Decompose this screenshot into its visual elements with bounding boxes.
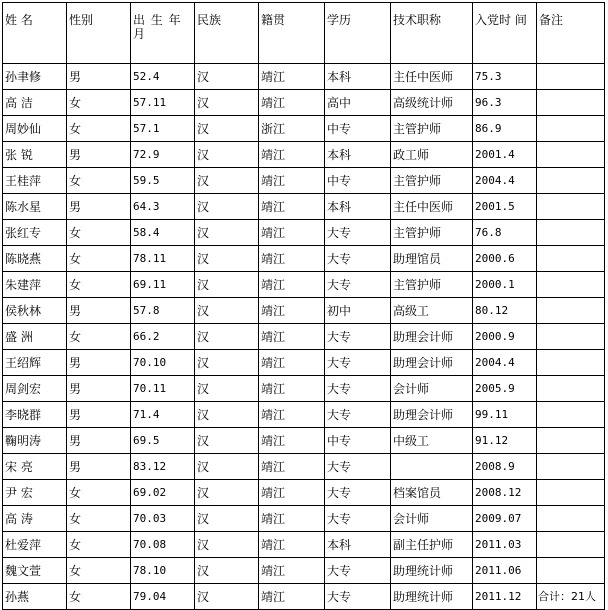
cell-gender: 男 [67, 64, 131, 90]
cell-name: 周剑宏 [3, 376, 67, 402]
cell-party-join-date: 2011.06 [473, 558, 537, 584]
cell-technical-title [391, 454, 473, 480]
cell-ethnicity: 汉 [195, 506, 259, 532]
cell-native-place: 靖江 [259, 324, 325, 350]
cell-ethnicity: 汉 [195, 532, 259, 558]
cell-ethnicity: 汉 [195, 220, 259, 246]
cell-education: 本科 [325, 194, 391, 220]
table-row [3, 376, 605, 402]
cell-name: 陈水星 [3, 194, 67, 220]
cell-native-place: 靖江 [259, 506, 325, 532]
header-technical-title: 技术职称 [391, 3, 473, 64]
cell-ethnicity: 汉 [195, 350, 259, 376]
cell-name: 高 涛 [3, 506, 67, 532]
table-row [3, 428, 605, 454]
cell-birth-date: 64.3 [131, 194, 195, 220]
cell-education: 大专 [325, 220, 391, 246]
cell-gender: 男 [67, 402, 131, 428]
cell-party-join-date: 2011.03 [473, 532, 537, 558]
cell-birth-date: 83.12 [131, 454, 195, 480]
cell-native-place: 靖江 [259, 428, 325, 454]
cell-remarks [537, 272, 605, 298]
cell-gender: 男 [67, 350, 131, 376]
table-row [3, 142, 605, 168]
cell-gender: 女 [67, 558, 131, 584]
cell-native-place: 靖江 [259, 90, 325, 116]
cell-gender: 女 [67, 116, 131, 142]
cell-name: 侯秋林 [3, 298, 67, 324]
cell-education: 大专 [325, 584, 391, 610]
cell-native-place: 靖江 [259, 194, 325, 220]
table-row [3, 480, 605, 506]
cell-gender: 女 [67, 532, 131, 558]
cell-remarks [537, 90, 605, 116]
cell-party-join-date: 2000.6 [473, 246, 537, 272]
cell-party-join-date: 2005.9 [473, 376, 537, 402]
table-row [3, 90, 605, 116]
cell-birth-date: 72.9 [131, 142, 195, 168]
table-row [3, 194, 605, 220]
cell-education: 大专 [325, 480, 391, 506]
cell-education: 大专 [325, 376, 391, 402]
cell-birth-date: 70.10 [131, 350, 195, 376]
cell-education: 大专 [325, 246, 391, 272]
cell-gender: 女 [67, 90, 131, 116]
cell-gender: 女 [67, 272, 131, 298]
table-row [3, 272, 605, 298]
cell-gender: 女 [67, 584, 131, 610]
table-row [3, 298, 605, 324]
cell-ethnicity: 汉 [195, 428, 259, 454]
cell-technical-title: 高级工 [391, 298, 473, 324]
cell-technical-title: 主任中医师 [391, 194, 473, 220]
cell-party-join-date: 2008.12 [473, 480, 537, 506]
cell-birth-date: 58.4 [131, 220, 195, 246]
cell-native-place: 靖江 [259, 350, 325, 376]
cell-technical-title: 中级工 [391, 428, 473, 454]
cell-education: 大专 [325, 558, 391, 584]
cell-technical-title: 助理会计师 [391, 324, 473, 350]
cell-ethnicity: 汉 [195, 116, 259, 142]
cell-education: 中专 [325, 168, 391, 194]
cell-party-join-date: 2000.9 [473, 324, 537, 350]
cell-gender: 女 [67, 220, 131, 246]
cell-technical-title: 会计师 [391, 376, 473, 402]
cell-birth-date: 79.04 [131, 584, 195, 610]
cell-party-join-date: 80.12 [473, 298, 537, 324]
cell-technical-title: 助理馆员 [391, 246, 473, 272]
cell-remarks [537, 298, 605, 324]
cell-remarks [537, 402, 605, 428]
cell-native-place: 浙江 [259, 116, 325, 142]
cell-education: 高中 [325, 90, 391, 116]
cell-remarks [537, 168, 605, 194]
cell-technical-title: 助理统计师 [391, 558, 473, 584]
cell-birth-date: 57.8 [131, 298, 195, 324]
cell-name: 张红专 [3, 220, 67, 246]
cell-gender: 男 [67, 454, 131, 480]
cell-gender: 男 [67, 194, 131, 220]
cell-native-place: 靖江 [259, 584, 325, 610]
cell-party-join-date: 2000.1 [473, 272, 537, 298]
cell-name: 盛 洲 [3, 324, 67, 350]
cell-name: 王绍辉 [3, 350, 67, 376]
cell-ethnicity: 汉 [195, 584, 259, 610]
cell-remarks [537, 506, 605, 532]
cell-native-place: 靖江 [259, 220, 325, 246]
cell-technical-title: 副主任护师 [391, 532, 473, 558]
cell-remarks [537, 350, 605, 376]
cell-party-join-date: 91.12 [473, 428, 537, 454]
cell-name: 宋 亮 [3, 454, 67, 480]
cell-native-place: 靖江 [259, 64, 325, 90]
cell-gender: 女 [67, 168, 131, 194]
cell-ethnicity: 汉 [195, 272, 259, 298]
table-row [3, 64, 605, 90]
header-party-join-date: 入党时 间 [473, 3, 537, 64]
cell-remarks [537, 532, 605, 558]
cell-party-join-date: 99.11 [473, 402, 537, 428]
cell-technical-title: 主管护师 [391, 116, 473, 142]
cell-gender: 女 [67, 246, 131, 272]
cell-name: 杜爱萍 [3, 532, 67, 558]
cell-native-place: 靖江 [259, 402, 325, 428]
cell-technical-title: 助理统计师 [391, 584, 473, 610]
cell-technical-title: 高级统计师 [391, 90, 473, 116]
cell-birth-date: 78.11 [131, 246, 195, 272]
cell-education: 大专 [325, 454, 391, 480]
table-row [3, 350, 605, 376]
cell-remarks [537, 116, 605, 142]
cell-technical-title: 主任中医师 [391, 64, 473, 90]
cell-gender: 男 [67, 428, 131, 454]
cell-name: 尹 宏 [3, 480, 67, 506]
table-row [3, 454, 605, 480]
cell-native-place: 靖江 [259, 480, 325, 506]
cell-birth-date: 70.03 [131, 506, 195, 532]
cell-ethnicity: 汉 [195, 324, 259, 350]
cell-party-join-date: 2001.4 [473, 142, 537, 168]
cell-ethnicity: 汉 [195, 142, 259, 168]
table-row [3, 558, 605, 584]
cell-ethnicity: 汉 [195, 90, 259, 116]
cell-education: 本科 [325, 532, 391, 558]
cell-ethnicity: 汉 [195, 194, 259, 220]
cell-education: 大专 [325, 324, 391, 350]
cell-ethnicity: 汉 [195, 480, 259, 506]
cell-technical-title: 会计师 [391, 506, 473, 532]
cell-education: 初中 [325, 298, 391, 324]
header-birth-date: 出 生 年 月 [131, 3, 195, 64]
table-row [3, 324, 605, 350]
cell-native-place: 靖江 [259, 532, 325, 558]
cell-party-join-date: 2004.4 [473, 350, 537, 376]
cell-name: 高 洁 [3, 90, 67, 116]
cell-technical-title: 主管护师 [391, 220, 473, 246]
cell-native-place: 靖江 [259, 454, 325, 480]
cell-name: 陈晓燕 [3, 246, 67, 272]
cell-ethnicity: 汉 [195, 246, 259, 272]
cell-native-place: 靖江 [259, 272, 325, 298]
cell-remarks [537, 454, 605, 480]
cell-birth-date: 71.4 [131, 402, 195, 428]
header-education: 学历 [325, 3, 391, 64]
cell-gender: 女 [67, 324, 131, 350]
cell-native-place: 靖江 [259, 168, 325, 194]
cell-birth-date: 69.02 [131, 480, 195, 506]
cell-party-join-date: 2008.9 [473, 454, 537, 480]
header-row [3, 3, 605, 64]
cell-party-join-date: 2004.4 [473, 168, 537, 194]
cell-remarks [537, 376, 605, 402]
cell-name: 魏文萱 [3, 558, 67, 584]
cell-remarks [537, 64, 605, 90]
cell-ethnicity: 汉 [195, 168, 259, 194]
cell-remarks [537, 246, 605, 272]
cell-remarks: 合计：21人 [537, 584, 605, 610]
cell-remarks [537, 324, 605, 350]
cell-ethnicity: 汉 [195, 454, 259, 480]
cell-birth-date: 69.11 [131, 272, 195, 298]
cell-native-place: 靖江 [259, 558, 325, 584]
cell-gender: 男 [67, 376, 131, 402]
header-remarks: 备注 [537, 3, 605, 64]
header-native-place: 籍贯 [259, 3, 325, 64]
cell-remarks [537, 194, 605, 220]
cell-education: 大专 [325, 350, 391, 376]
cell-technical-title: 政工师 [391, 142, 473, 168]
cell-remarks [537, 558, 605, 584]
cell-birth-date: 69.5 [131, 428, 195, 454]
cell-party-join-date: 75.3 [473, 64, 537, 90]
cell-gender: 女 [67, 480, 131, 506]
cell-name: 孙聿修 [3, 64, 67, 90]
cell-gender: 男 [67, 142, 131, 168]
cell-native-place: 靖江 [259, 246, 325, 272]
cell-education: 大专 [325, 402, 391, 428]
cell-birth-date: 70.08 [131, 532, 195, 558]
cell-education: 本科 [325, 64, 391, 90]
header-gender: 性别 [67, 3, 131, 64]
cell-party-join-date: 76.8 [473, 220, 537, 246]
cell-name: 孙燕 [3, 584, 67, 610]
table-row [3, 402, 605, 428]
cell-native-place: 靖江 [259, 298, 325, 324]
table-row [3, 532, 605, 558]
cell-birth-date: 78.10 [131, 558, 195, 584]
cell-ethnicity: 汉 [195, 558, 259, 584]
header-name: 姓 名 [3, 3, 67, 64]
cell-name: 周妙仙 [3, 116, 67, 142]
cell-birth-date: 59.5 [131, 168, 195, 194]
table-row [3, 116, 605, 142]
cell-technical-title: 助理会计师 [391, 402, 473, 428]
cell-party-join-date: 2011.12 [473, 584, 537, 610]
cell-name: 朱建萍 [3, 272, 67, 298]
cell-technical-title: 档案馆员 [391, 480, 473, 506]
cell-name: 李晓群 [3, 402, 67, 428]
roster-body [3, 3, 605, 610]
table-row [3, 220, 605, 246]
cell-party-join-date: 86.9 [473, 116, 537, 142]
cell-party-join-date: 2009.07 [473, 506, 537, 532]
cell-technical-title: 主管护师 [391, 272, 473, 298]
party-member-roster-table [2, 2, 605, 610]
table-row [3, 168, 605, 194]
cell-remarks [537, 220, 605, 246]
cell-gender: 女 [67, 506, 131, 532]
cell-remarks [537, 480, 605, 506]
cell-education: 中专 [325, 428, 391, 454]
cell-party-join-date: 96.3 [473, 90, 537, 116]
cell-birth-date: 66.2 [131, 324, 195, 350]
cell-ethnicity: 汉 [195, 376, 259, 402]
cell-birth-date: 57.1 [131, 116, 195, 142]
cell-native-place: 靖江 [259, 376, 325, 402]
cell-remarks [537, 428, 605, 454]
cell-name: 鞠明涛 [3, 428, 67, 454]
table-row [3, 506, 605, 532]
cell-birth-date: 57.11 [131, 90, 195, 116]
cell-technical-title: 主管护师 [391, 168, 473, 194]
cell-technical-title: 助理会计师 [391, 350, 473, 376]
cell-education: 本科 [325, 142, 391, 168]
cell-education: 中专 [325, 116, 391, 142]
cell-education: 大专 [325, 272, 391, 298]
cell-name: 张 锐 [3, 142, 67, 168]
cell-ethnicity: 汉 [195, 402, 259, 428]
cell-education: 大专 [325, 506, 391, 532]
cell-ethnicity: 汉 [195, 298, 259, 324]
cell-name: 王桂萍 [3, 168, 67, 194]
cell-birth-date: 70.11 [131, 376, 195, 402]
cell-native-place: 靖江 [259, 142, 325, 168]
cell-ethnicity: 汉 [195, 64, 259, 90]
cell-party-join-date: 2001.5 [473, 194, 537, 220]
cell-gender: 男 [67, 298, 131, 324]
header-ethnicity: 民族 [195, 3, 259, 64]
cell-remarks [537, 142, 605, 168]
cell-birth-date: 52.4 [131, 64, 195, 90]
table-row [3, 246, 605, 272]
